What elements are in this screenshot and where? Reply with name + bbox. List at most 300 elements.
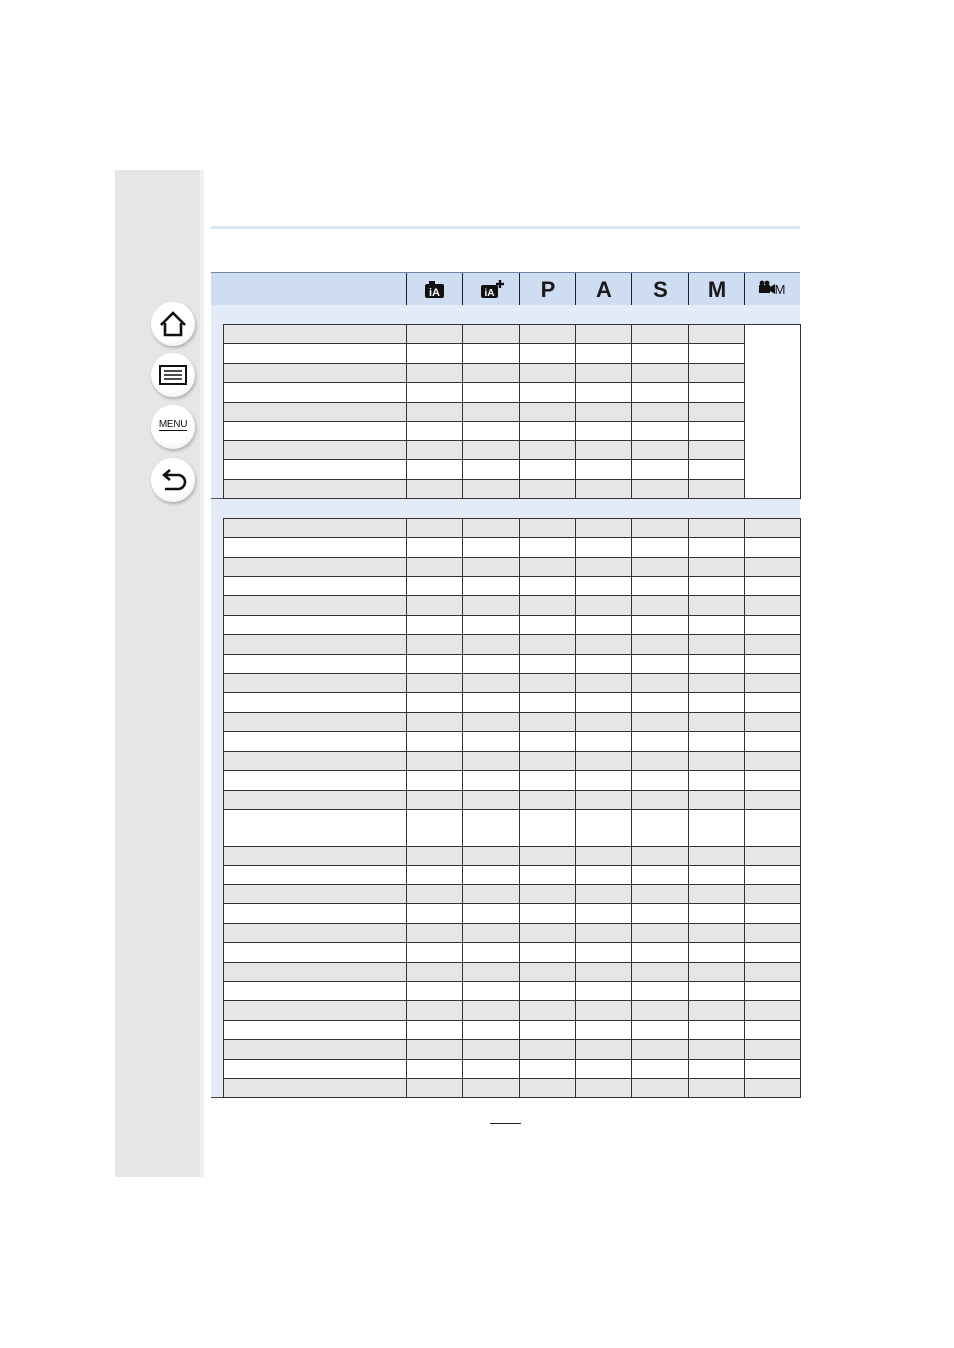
table-cell — [744, 865, 801, 885]
table-cell — [631, 1078, 689, 1098]
table-cell — [223, 421, 407, 441]
table-cell — [406, 1000, 463, 1021]
table-cell — [744, 595, 801, 616]
table-cell — [575, 846, 632, 866]
table-cell — [406, 595, 463, 616]
table-cell — [519, 440, 576, 460]
table-cell — [575, 557, 632, 577]
table-cell — [631, 865, 689, 885]
table-cell — [406, 324, 463, 344]
table-cell — [406, 942, 463, 963]
table-cell — [575, 459, 632, 480]
table-cell — [223, 962, 407, 982]
table-cell — [631, 324, 689, 344]
side-panel-edge — [200, 170, 204, 1177]
table-cell — [631, 884, 689, 904]
table-cell — [744, 1020, 801, 1040]
table-cell — [631, 654, 689, 674]
table-cell — [223, 518, 407, 538]
table-cell — [223, 1000, 407, 1021]
table-cell — [631, 479, 689, 499]
table-cell — [223, 751, 407, 771]
table-cell — [519, 1059, 576, 1079]
table-cell — [223, 557, 407, 577]
table-cell — [406, 712, 463, 732]
table-cell — [406, 440, 463, 460]
table-cell — [631, 790, 689, 810]
table-cell — [631, 343, 689, 364]
table-cell — [688, 809, 745, 847]
table-cell — [462, 770, 520, 791]
table-cell — [575, 942, 632, 963]
table-cell — [688, 1039, 745, 1060]
table-cell — [462, 846, 520, 866]
table-cell — [575, 576, 632, 596]
table-cell — [519, 865, 576, 885]
table-cell — [688, 962, 745, 982]
table-cell — [462, 1020, 520, 1040]
table-cell — [519, 479, 576, 499]
table-cell — [519, 751, 576, 771]
table-cell — [462, 692, 520, 713]
table-cell — [462, 884, 520, 904]
header-a: A — [575, 273, 632, 306]
table-cell — [406, 1059, 463, 1079]
table-cell — [631, 1000, 689, 1021]
table-cell — [688, 421, 745, 441]
table-cell — [406, 770, 463, 791]
table-cell — [406, 615, 463, 635]
table-cell — [519, 1000, 576, 1021]
table-cell — [462, 751, 520, 771]
table-cell — [519, 537, 576, 558]
table-cell — [462, 402, 520, 422]
table-cell — [406, 923, 463, 943]
table-cell — [519, 595, 576, 616]
table-cell — [575, 790, 632, 810]
table-cell — [631, 1020, 689, 1040]
table-cell — [575, 981, 632, 1001]
table-cell — [631, 751, 689, 771]
home-button[interactable] — [151, 302, 195, 346]
table-cell — [744, 846, 801, 866]
table-cell — [631, 440, 689, 460]
table-cell — [519, 1078, 576, 1098]
table-cell — [223, 712, 407, 732]
table-cell — [688, 884, 745, 904]
table-cell — [688, 1059, 745, 1079]
table-cell — [744, 537, 801, 558]
table-cell — [575, 343, 632, 364]
table-cell — [462, 865, 520, 885]
table-cell — [406, 654, 463, 674]
table-cell — [688, 981, 745, 1001]
table-cell — [519, 903, 576, 924]
header-item-column — [211, 273, 406, 306]
table-cell — [631, 981, 689, 1001]
table-cell — [744, 770, 801, 791]
table-cell — [519, 981, 576, 1001]
table-cell — [631, 712, 689, 732]
table-cell — [744, 615, 801, 635]
table-cell — [631, 557, 689, 577]
contents-button[interactable] — [151, 353, 195, 397]
table-cell — [223, 981, 407, 1001]
table-cell — [462, 343, 520, 364]
back-button[interactable] — [151, 458, 195, 502]
table-cell — [462, 518, 520, 538]
table-cell — [223, 634, 407, 655]
table-cell — [575, 654, 632, 674]
table-cell — [575, 634, 632, 655]
table-cell — [519, 1039, 576, 1060]
table-cell — [744, 1059, 801, 1079]
table-cell — [688, 537, 745, 558]
table-cell — [223, 537, 407, 558]
table-cell — [688, 402, 745, 422]
table-cell — [223, 382, 407, 403]
table-cell — [406, 634, 463, 655]
table-cell — [575, 673, 632, 693]
table-cell — [519, 712, 576, 732]
table-cell — [462, 923, 520, 943]
table-cell — [688, 595, 745, 616]
table-cell — [406, 363, 463, 383]
table-cell — [223, 363, 407, 383]
table-cell — [744, 576, 801, 596]
table-cell — [575, 770, 632, 791]
table-cell — [631, 846, 689, 866]
table-cell — [519, 884, 576, 904]
table-cell — [223, 1078, 407, 1098]
table-cell — [223, 1039, 407, 1060]
table-cell — [575, 712, 632, 732]
menu-icon: MENU — [151, 419, 195, 430]
table-cell — [744, 1000, 801, 1021]
page-number-underline — [490, 1123, 521, 1124]
table-cell — [462, 615, 520, 635]
table-cell — [519, 942, 576, 963]
table-cell — [223, 1059, 407, 1079]
table-cell — [688, 751, 745, 771]
table-cell-merged — [744, 324, 801, 499]
table-cell — [406, 962, 463, 982]
header-p: P — [519, 273, 576, 306]
table-cell — [688, 712, 745, 732]
table-cell — [575, 363, 632, 383]
table-cell — [575, 884, 632, 904]
table-cell — [744, 673, 801, 693]
table-cell — [575, 479, 632, 499]
table-cell — [406, 790, 463, 810]
table-cell — [631, 770, 689, 791]
header-ia-plus — [462, 273, 520, 306]
table-cell — [519, 324, 576, 344]
table-cell — [688, 790, 745, 810]
table-cell — [575, 1039, 632, 1060]
table-cell — [223, 479, 407, 499]
table-cell — [223, 459, 407, 480]
table-cell — [631, 903, 689, 924]
table-cell — [462, 809, 520, 847]
table-cell — [519, 576, 576, 596]
top-rule — [211, 226, 800, 229]
table-cell — [406, 981, 463, 1001]
table-cell — [688, 459, 745, 480]
table-cell — [744, 923, 801, 943]
table-cell — [575, 421, 632, 441]
table-cell — [688, 576, 745, 596]
svg-text:iA: iA — [429, 287, 440, 299]
table-cell — [688, 343, 745, 364]
table-cell — [575, 751, 632, 771]
table-cell — [575, 865, 632, 885]
table-cell — [519, 692, 576, 713]
table-cell — [223, 884, 407, 904]
table-cell — [631, 421, 689, 441]
table-cell — [744, 884, 801, 904]
table-cell — [223, 324, 407, 344]
table-cell — [406, 576, 463, 596]
table-cell — [406, 459, 463, 480]
table-cell — [223, 673, 407, 693]
table-cell — [688, 479, 745, 499]
table-cell — [519, 557, 576, 577]
table-cell — [631, 692, 689, 713]
table-cell — [406, 751, 463, 771]
table-cell — [519, 382, 576, 403]
table-cell — [744, 1078, 801, 1098]
table-cell — [688, 942, 745, 963]
table-cell — [406, 557, 463, 577]
table-cell — [223, 402, 407, 422]
table-cell — [223, 654, 407, 674]
table-cell — [631, 962, 689, 982]
table-cell — [406, 846, 463, 866]
table-cell — [406, 421, 463, 441]
table-cell — [462, 1039, 520, 1060]
table-cell — [575, 809, 632, 847]
table-cell — [519, 673, 576, 693]
table-cell — [462, 459, 520, 480]
table-cell — [462, 479, 520, 499]
table-cell — [223, 865, 407, 885]
table-cell — [519, 459, 576, 480]
table-cell — [744, 790, 801, 810]
table-cell — [519, 923, 576, 943]
table-cell — [688, 865, 745, 885]
table-cell — [631, 615, 689, 635]
table-cell — [575, 692, 632, 713]
table-cell — [688, 923, 745, 943]
table-cell — [462, 1000, 520, 1021]
table-cell — [519, 809, 576, 847]
table-cell — [631, 459, 689, 480]
table-cell — [462, 557, 520, 577]
table-cell — [223, 343, 407, 364]
table-cell — [462, 712, 520, 732]
table-cell — [462, 363, 520, 383]
table-cell — [462, 673, 520, 693]
table-cell — [744, 692, 801, 713]
table-cell — [223, 692, 407, 713]
table-cell — [744, 712, 801, 732]
table-cell — [462, 981, 520, 1001]
table-cell — [462, 634, 520, 655]
table-cell — [223, 790, 407, 810]
table-cell — [688, 324, 745, 344]
table-cell — [631, 1059, 689, 1079]
table-cell — [406, 692, 463, 713]
table-cell — [575, 903, 632, 924]
table-cell — [688, 692, 745, 713]
table-cell — [223, 576, 407, 596]
table-cell — [462, 382, 520, 403]
table-cell — [631, 923, 689, 943]
table-cell — [631, 537, 689, 558]
table-cell — [744, 981, 801, 1001]
table-cell — [462, 595, 520, 616]
table-cell — [406, 673, 463, 693]
table-cell — [575, 1078, 632, 1098]
table-cell — [575, 537, 632, 558]
table-cell — [406, 809, 463, 847]
table-cell — [223, 731, 407, 752]
table-cell — [744, 751, 801, 771]
table-cell — [223, 809, 407, 847]
table-cell — [575, 402, 632, 422]
table-cell — [744, 518, 801, 538]
table-cell — [519, 363, 576, 383]
table-cell — [223, 1020, 407, 1040]
table-cell — [223, 903, 407, 924]
table-cell — [406, 1020, 463, 1040]
table-header — [211, 272, 800, 307]
table-cell — [744, 962, 801, 982]
table-cell — [744, 557, 801, 577]
table-cell — [406, 1078, 463, 1098]
table-cell — [462, 731, 520, 752]
list-icon — [151, 353, 195, 397]
table-cell — [744, 809, 801, 847]
table-cell — [462, 903, 520, 924]
table-cell — [519, 654, 576, 674]
table-cell — [406, 731, 463, 752]
table-cell — [519, 731, 576, 752]
table-cell — [631, 634, 689, 655]
table-cell — [406, 1039, 463, 1060]
table-cell — [631, 673, 689, 693]
table-cell — [575, 962, 632, 982]
table-cell — [406, 884, 463, 904]
table-cell — [406, 382, 463, 403]
table-cell — [223, 846, 407, 866]
table-cell — [631, 942, 689, 963]
table-cell — [744, 942, 801, 963]
intelligent-auto-plus-icon — [463, 273, 520, 306]
table-cell — [462, 1059, 520, 1079]
table-cell — [744, 1039, 801, 1060]
svg-text:iA: iA — [484, 288, 495, 299]
table-cell — [223, 440, 407, 460]
table-cell — [575, 440, 632, 460]
table-cell — [575, 595, 632, 616]
table-cell — [688, 557, 745, 577]
table-cell — [223, 595, 407, 616]
table-cell — [631, 1039, 689, 1060]
table-cell — [688, 673, 745, 693]
table-cell — [223, 615, 407, 635]
menu-button[interactable] — [151, 405, 195, 449]
table-cell — [519, 790, 576, 810]
table-cell — [744, 654, 801, 674]
intelligent-auto-icon — [407, 273, 463, 306]
table-cell — [744, 731, 801, 752]
table-cell — [575, 615, 632, 635]
table-cell — [406, 903, 463, 924]
table-cell — [519, 1020, 576, 1040]
table-cell — [406, 865, 463, 885]
table-cell — [744, 634, 801, 655]
table-cell — [631, 402, 689, 422]
table-cell — [575, 382, 632, 403]
table-cell — [688, 770, 745, 791]
table-cell — [688, 634, 745, 655]
table-cell — [462, 942, 520, 963]
table-cell — [406, 518, 463, 538]
header-s: S — [631, 273, 689, 306]
table-cell — [462, 324, 520, 344]
table-cell — [688, 1000, 745, 1021]
table-cell — [744, 903, 801, 924]
table-cell — [462, 421, 520, 441]
page-number — [490, 1111, 521, 1123]
table-cell — [631, 576, 689, 596]
table-cell — [688, 1020, 745, 1040]
table-cell — [519, 770, 576, 791]
table-cell — [688, 615, 745, 635]
table-cell — [519, 518, 576, 538]
header-ia — [406, 273, 463, 306]
table-cell — [631, 595, 689, 616]
table-cell — [519, 615, 576, 635]
table-cell — [519, 634, 576, 655]
table-cell — [462, 790, 520, 810]
table-cell — [519, 962, 576, 982]
table-cell — [688, 731, 745, 752]
table-cell — [688, 382, 745, 403]
table-cell — [688, 440, 745, 460]
table-cell — [223, 923, 407, 943]
table-cell — [406, 343, 463, 364]
table-cell — [406, 402, 463, 422]
table-cell — [688, 654, 745, 674]
table-cell — [575, 923, 632, 943]
table-cell — [688, 1078, 745, 1098]
table-cell — [631, 363, 689, 383]
table-cell — [688, 846, 745, 866]
table-cell — [519, 421, 576, 441]
table-cell — [406, 537, 463, 558]
table-cell — [462, 537, 520, 558]
table-cell — [223, 942, 407, 963]
table-cell — [631, 731, 689, 752]
header-creative-video: M — [744, 273, 801, 306]
table-cell — [462, 962, 520, 982]
table-cell — [688, 903, 745, 924]
table-cell — [223, 770, 407, 791]
back-arrow-icon — [151, 458, 195, 502]
